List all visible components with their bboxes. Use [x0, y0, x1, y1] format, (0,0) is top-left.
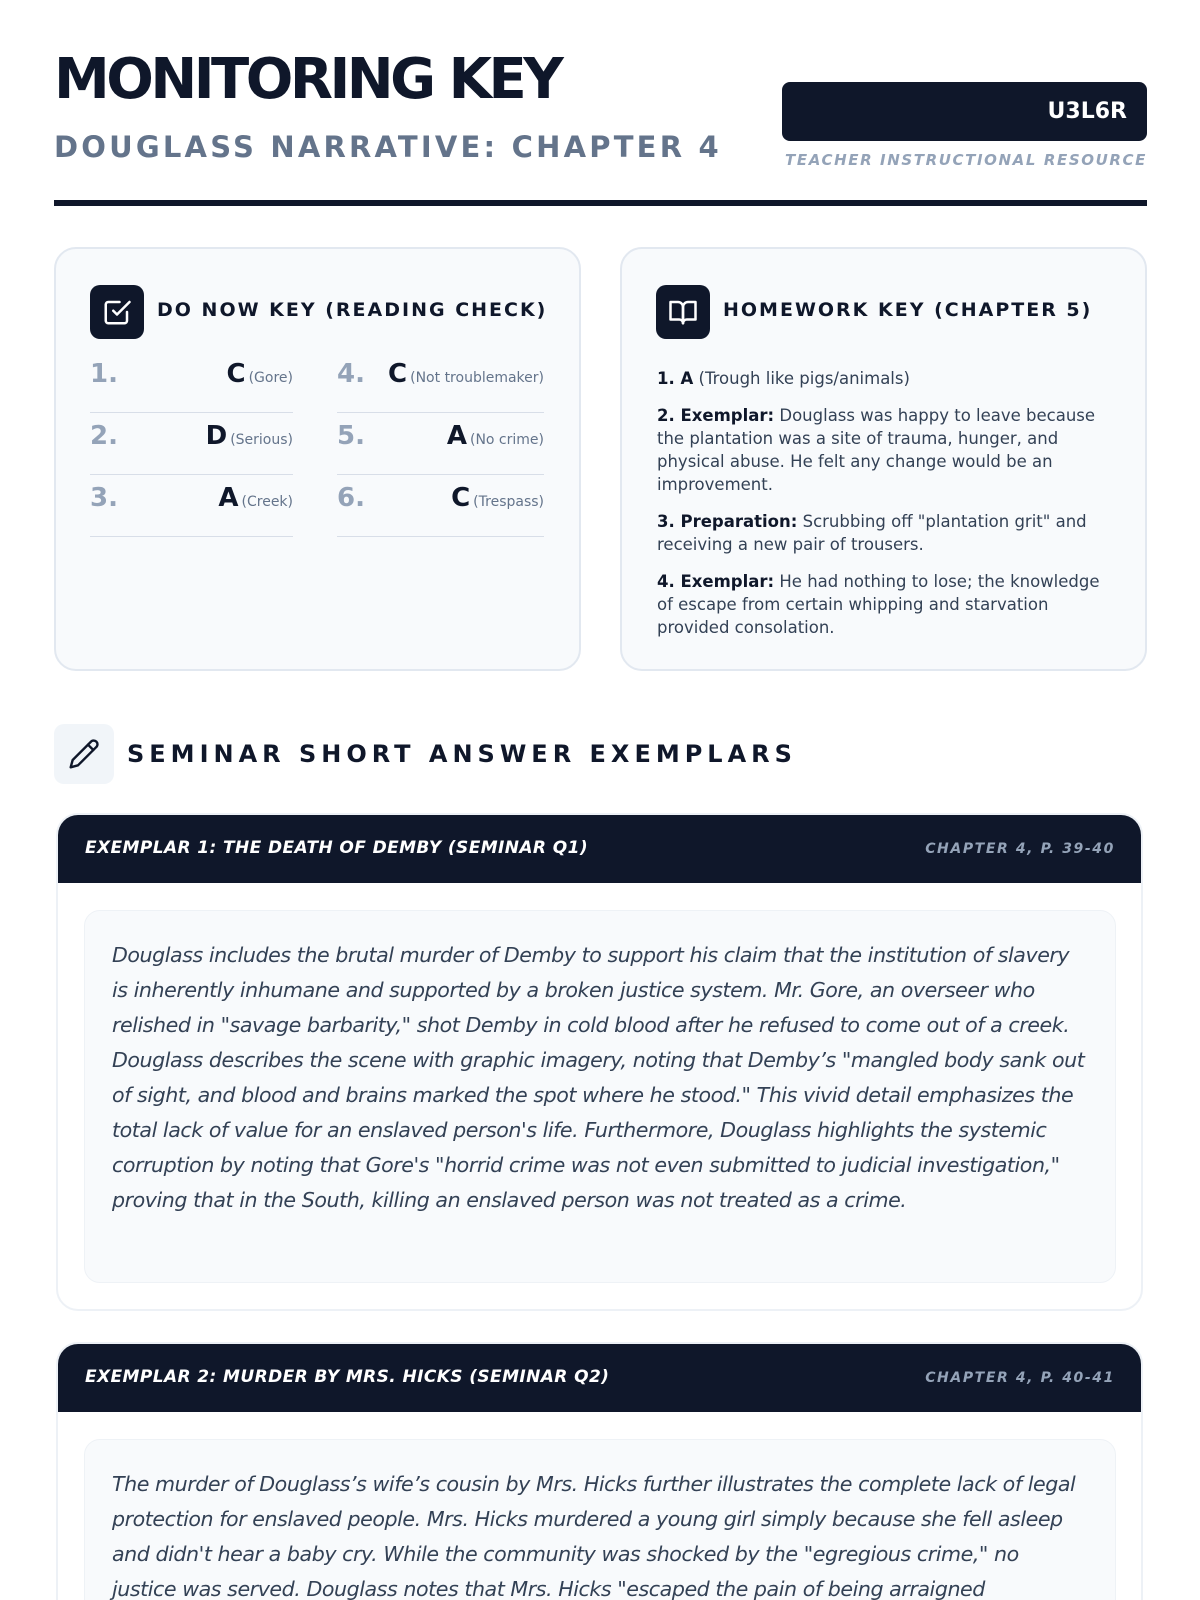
open-book-icon [656, 285, 710, 339]
lesson-code-badge: U3L6R [782, 82, 1147, 141]
page-title: MONITORING KEY [54, 47, 561, 112]
answer-row [90, 475, 293, 537]
answer-row [337, 351, 544, 413]
exemplar-card [56, 1342, 1143, 1600]
exemplar-title: EXEMPLAR 2: MURDER BY MRS. HICKS (SEMINAR Q2) [85, 1367, 610, 1387]
homework-answer-label: 4. Exemplar: [657, 572, 775, 591]
header-divider [54, 200, 1147, 206]
checkbox-icon [90, 285, 144, 339]
exemplar-card [56, 813, 1143, 1311]
resource-label: TEACHER INSTRUCTIONAL RESOURCE [785, 151, 1147, 169]
answer-row [90, 413, 293, 475]
page [54, 0, 1147, 1600]
answer-value [447, 423, 544, 449]
answer-number: 1. [90, 359, 118, 389]
answer-value [451, 485, 544, 511]
header [54, 0, 1147, 208]
key-cards [54, 247, 1147, 671]
answer-note: (Not troublemaker) [410, 370, 544, 386]
answer-row [337, 413, 544, 475]
homework-answer [657, 367, 1117, 390]
answer-number: 5. [337, 421, 365, 451]
homework-answer-list [657, 367, 1117, 653]
answer-value [388, 361, 544, 387]
answer-letter: C [451, 483, 471, 513]
homework-answer-label: 2. Exemplar: [657, 406, 775, 425]
answer-note: (Trespass) [473, 494, 544, 510]
page-subtitle: DOUGLASS NARRATIVE: CHAPTER 4 [54, 130, 722, 164]
answer-number: 2. [90, 421, 118, 451]
answer-row [337, 475, 544, 537]
exemplar-text: The murder of Douglass’s wife’s cousin by Mrs. Hicks further illustrates the complete lack of legal protection for enslaved people. Mrs. Hicks murdered a young girl simply because she fell asleep and didn't hear a baby cry. While the community was shocked by the "egregious crime," no justice was served. Douglass notes that Mrs. Hicks "escaped the pain of being arraigned [84, 1439, 1116, 1600]
exemplar-header-bar [58, 815, 1141, 883]
answer-value [218, 485, 293, 511]
exemplar-header-bar [58, 1344, 1141, 1412]
homework-key-title: HOMEWORK KEY (CHAPTER 5) [723, 299, 1093, 321]
pencil-icon [54, 724, 114, 784]
homework-answer-label: 3. Preparation: [657, 512, 798, 531]
answer-value [227, 361, 294, 387]
seminar-section-title: SEMINAR SHORT ANSWER EXEMPLARS [127, 740, 797, 768]
answer-note: (Creek) [241, 494, 293, 510]
homework-key-card [620, 247, 1147, 671]
homework-answer [657, 570, 1117, 639]
homework-answer-text: (Trough like pigs/animals) [693, 369, 910, 388]
homework-answer-label: 1. A [657, 369, 694, 388]
seminar-section-header [54, 724, 1147, 784]
exemplar-citation: CHAPTER 4, P. 40-41 [925, 1370, 1115, 1386]
do-now-key-title: DO NOW KEY (READING CHECK) [157, 299, 548, 321]
answer-number: 6. [337, 483, 365, 513]
homework-answer-text: Scrubbing off "plantation grit" and receiving a new pair of trousers. [657, 512, 1087, 554]
answer-letter: C [226, 359, 246, 389]
homework-answer [657, 404, 1117, 496]
answer-letter: C [388, 359, 408, 389]
exemplar-text: Douglass includes the brutal murder of Demby to support his claim that the institution of slavery is inherently inhumane and supported by a broken justice system. Mr. Gore, an overseer who relished in "savage barbarity," shot Demby in cold blood after he refused to come out of a creek. Douglass describes the scene with graphic imagery, noting that Demby’s "mangled body sank out of sight, and blood and brains marked the spot where he stood." This vivid detail emphasizes the total lack of value for an enslaved person's life. Furthermore, Douglass highlights the systemic corruption by noting that Gore's "horrid crime was not even submitted to judicial investigation," proving that in the South, killing an enslaved person was not treated as a crime. [84, 910, 1116, 1283]
answer-row [90, 351, 293, 413]
answer-note: (Gore) [248, 370, 293, 386]
answer-note: (No crime) [469, 432, 544, 448]
answer-value [206, 423, 293, 449]
homework-answer-text: He had nothing to lose; the knowledge of escape from certain whipping and starvation provided consolation. [657, 572, 1100, 637]
answer-number: 3. [90, 483, 118, 513]
exemplar-title: EXEMPLAR 1: THE DEATH OF DEMBY (SEMINAR Q1) [85, 838, 588, 858]
homework-answer-text: Douglass was happy to leave because the plantation was a site of trauma, hunger, and physical abuse. He felt any change would be an improvement. [657, 406, 1096, 494]
answer-letter: A [218, 483, 239, 513]
exemplar-citation: CHAPTER 4, P. 39-40 [925, 841, 1115, 857]
answer-number: 4. [337, 359, 365, 389]
homework-answer [657, 510, 1117, 556]
answer-letter: A [446, 421, 467, 451]
do-now-key-card [54, 247, 581, 671]
answer-letter: D [205, 421, 228, 451]
answer-note: (Serious) [230, 432, 293, 448]
